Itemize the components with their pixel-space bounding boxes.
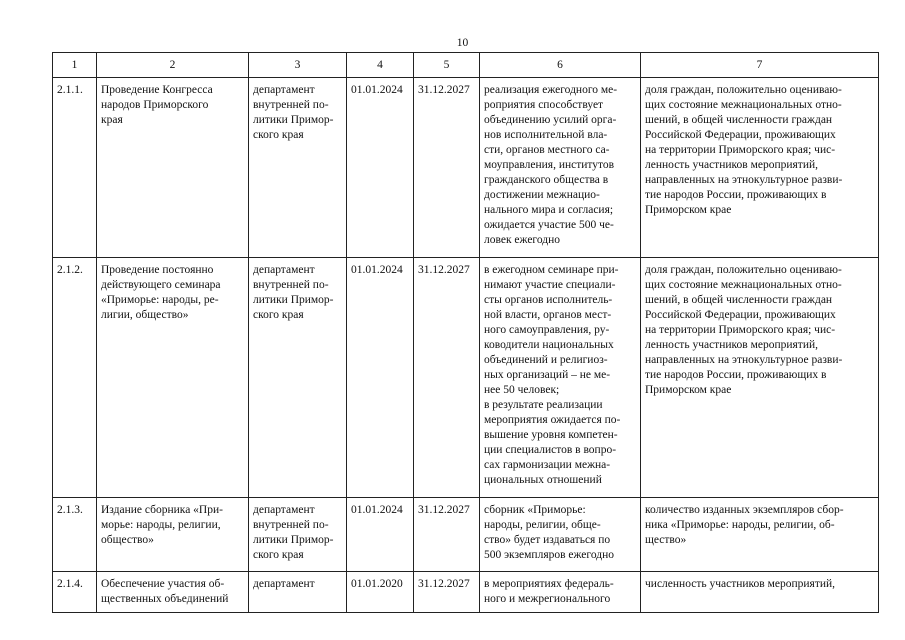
cell-text-line: направленных на этнокультурное разви- (645, 174, 843, 186)
page-number: 10 (456, 37, 469, 49)
cell-text-line: ции специалистов в вопро- (484, 444, 617, 456)
cell-start: 01.01.2020 (347, 572, 414, 613)
cell-text-line: сборник «Приморье: (484, 504, 586, 516)
cell-result (480, 572, 641, 613)
cell-text-line: направленных на этнокультурное разви- (645, 354, 843, 366)
column-header-5: 5 (414, 53, 480, 78)
cell-text-line: литики Примор- (253, 114, 334, 126)
cell-text-line: щих состояние межнациональных отно- (645, 279, 842, 291)
cell-text-line: нимают участие специали- (484, 279, 616, 291)
cell-num: 2.1.3. (53, 498, 97, 572)
cell-end: 31.12.2027 (414, 572, 480, 613)
cell-text-line: роприятия способствует (484, 99, 604, 111)
cell-end: 31.12.2027 (414, 258, 480, 498)
cell-text-line: циональных отношений (484, 474, 602, 486)
cell-text-line: численность участников мероприятий, (645, 578, 836, 590)
cell-text-line: Издание сборника «При- (101, 504, 223, 516)
cell-indicator (641, 498, 879, 572)
cell-start: 01.01.2024 (347, 258, 414, 498)
cell-text-line: департамент (253, 504, 315, 516)
cell-result (480, 258, 641, 498)
cell-text-line: ского края (253, 309, 304, 321)
cell-text-line: ленность участников мероприятий, (645, 159, 819, 171)
cell-result (480, 78, 641, 258)
cell-end: 31.12.2027 (414, 78, 480, 258)
cell-text-line: нального мира и согласия; (484, 204, 614, 216)
cell-text-line: Проведение Конгресса (101, 84, 213, 96)
cell-text-line: внутренней по- (253, 99, 329, 111)
cell-text-line: шений, в общей численности граждан (645, 114, 833, 126)
cell-text-line: тие народов России, проживающих в (645, 369, 827, 381)
cell-text-line: сты органов исполнитель- (484, 294, 613, 306)
cell-text-line: Проведение постоянно (101, 264, 214, 276)
cell-text-line: достижении межнацио- (484, 189, 600, 201)
cell-text-line: ского края (253, 549, 304, 561)
cell-text-line: Приморском крае (645, 204, 732, 216)
cell-text-line: щественных объединений (101, 593, 229, 605)
cell-indicator (641, 78, 879, 258)
cell-text-line: ского края (253, 129, 304, 141)
cell-text-line: ных организаций – не ме- (484, 369, 611, 381)
cell-text-line: ководители национальных (484, 339, 614, 351)
column-header-3: 3 (249, 53, 347, 78)
cell-text-line: ловек ежегодно (484, 234, 561, 246)
cell-text-line: на территории Приморского края; чис- (645, 324, 836, 336)
cell-name (97, 78, 249, 258)
cell-text-line: общество» (101, 534, 154, 546)
cell-text-line: внутренней по- (253, 279, 329, 291)
cell-text-line: ного самоуправления, ру- (484, 324, 610, 336)
table-row (53, 78, 879, 258)
cell-text-line: шений, в общей численности граждан (645, 294, 833, 306)
cell-text-line: лигии, общество» (101, 309, 189, 321)
cell-text-line: объединений и религиоз- (484, 354, 608, 366)
cell-text-line: 500 экземпляров ежегодно (484, 549, 615, 561)
cell-text-line: литики Примор- (253, 534, 334, 546)
cell-text-line: объединению усилий орга- (484, 114, 617, 126)
cell-text-line: в результате реализации (484, 399, 603, 411)
cell-text-line: литики Примор- (253, 294, 334, 306)
cell-text-line: внутренней по- (253, 519, 329, 531)
column-header-7: 7 (641, 53, 879, 78)
cell-indicator (641, 258, 879, 498)
cell-indicator (641, 572, 879, 613)
cell-text-line: ожидается участие 500 че- (484, 219, 614, 231)
cell-text-line: мероприятия ожидается по- (484, 414, 621, 426)
cell-text-line: тие народов России, проживающих в (645, 189, 827, 201)
cell-text-line: нов исполнительной вла- (484, 129, 608, 141)
cell-executor (249, 572, 347, 613)
cell-start: 01.01.2024 (347, 498, 414, 572)
cell-executor (249, 258, 347, 498)
cell-text-line: гражданского общества в (484, 174, 609, 186)
cell-text-line: количество изданных экземпляров сбор- (645, 504, 844, 516)
cell-name (97, 572, 249, 613)
cell-text-line: на территории Приморского края; чис- (645, 144, 836, 156)
cell-num: 2.1.4. (53, 572, 97, 613)
cell-result (480, 498, 641, 572)
cell-text-line: ленность участников мероприятий, (645, 339, 819, 351)
cell-text-line: Приморском крае (645, 384, 732, 396)
column-header-6: 6 (480, 53, 641, 78)
cell-name (97, 498, 249, 572)
cell-text-line: «Приморье: народы, ре- (101, 294, 219, 306)
cell-text-line: в ежегодном семинаре при- (484, 264, 619, 276)
cell-text-line: морье: народы, религии, (101, 519, 221, 531)
column-header-1: 1 (53, 53, 97, 78)
cell-start: 01.01.2024 (347, 78, 414, 258)
cell-text-line: народы, религии, обще- (484, 519, 601, 531)
cell-text-line: действующего семинара (101, 279, 221, 291)
table-header-row (53, 53, 879, 78)
cell-text-line: департамент (253, 84, 315, 96)
cell-end: 31.12.2027 (414, 498, 480, 572)
cell-text-line: в мероприятиях федераль- (484, 578, 614, 590)
cell-executor (249, 78, 347, 258)
cell-text-line: моуправления, институтов (484, 159, 615, 171)
cell-text-line: ной власти, органов мест- (484, 309, 612, 321)
table-row (53, 572, 879, 613)
cell-text-line: доля граждан, положительно оцениваю- (645, 84, 842, 96)
cell-text-line: реализация ежегодного ме- (484, 84, 618, 96)
cell-text-line: доля граждан, положительно оцениваю- (645, 264, 842, 276)
cell-text-line: сах гармонизации межна- (484, 459, 611, 471)
cell-text-line: ство» будет издаваться по (484, 534, 611, 546)
program-activities-table (52, 52, 879, 613)
cell-text-line: щество» (645, 534, 687, 546)
cell-text-line: ного и межрегионального (484, 593, 611, 605)
cell-executor (249, 498, 347, 572)
cell-text-line: Обеспечение участия об- (101, 578, 225, 590)
table-row (53, 498, 879, 572)
cell-num: 2.1.2. (53, 258, 97, 498)
cell-text-line: ника «Приморье: народы, религии, об- (645, 519, 835, 531)
cell-text-line: щих состояние межнациональных отно- (645, 99, 842, 111)
cell-num: 2.1.1. (53, 78, 97, 258)
cell-text-line: края (101, 114, 123, 126)
table-row (53, 258, 879, 498)
cell-text-line: Российской Федерации, проживающих (645, 309, 836, 321)
column-header-2: 2 (97, 53, 249, 78)
cell-name (97, 258, 249, 498)
cell-text-line: вышение уровня компетен- (484, 429, 618, 441)
cell-text-line: нее 50 человек; (484, 384, 560, 396)
cell-text-line: сти, органов местного са- (484, 144, 610, 156)
cell-text-line: департамент (253, 578, 315, 590)
cell-text-line: народов Приморского (101, 99, 209, 111)
column-header-4: 4 (347, 53, 414, 78)
cell-text-line: Российской Федерации, проживающих (645, 129, 836, 141)
cell-text-line: департамент (253, 264, 315, 276)
